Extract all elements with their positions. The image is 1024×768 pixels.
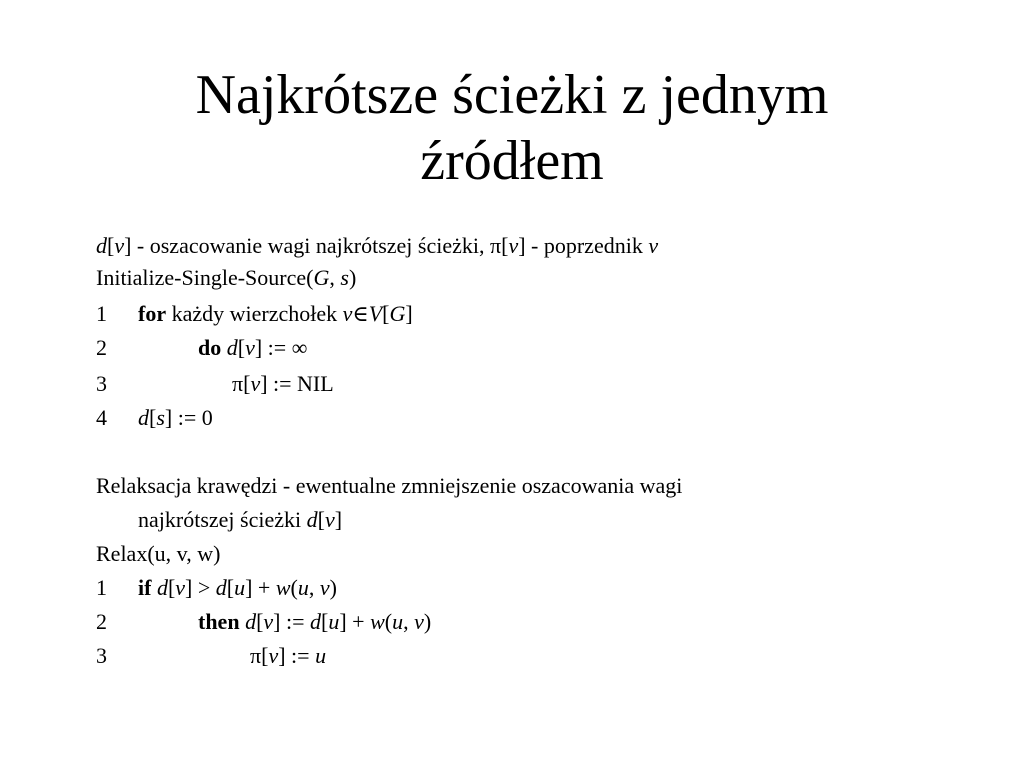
var-v: v: [250, 371, 261, 396]
pi-symbol: π: [232, 371, 244, 396]
description-text: najkrótszej ścieżki: [138, 507, 307, 532]
bracket: ]: [124, 233, 132, 258]
line-number: 3: [96, 643, 107, 668]
keyword-do: do: [198, 335, 222, 360]
bracket: [: [149, 405, 157, 430]
var-v: v: [324, 507, 335, 532]
var-d: d: [96, 233, 107, 258]
line-number: 3: [96, 371, 107, 396]
code: [138, 300, 413, 328]
var-u: u: [315, 643, 327, 668]
bracket: [: [237, 335, 246, 360]
comma: ,: [403, 609, 415, 634]
bracket: [: [321, 609, 329, 634]
keyword-then: then: [198, 609, 240, 634]
var-d: d: [138, 405, 149, 430]
line-number: 2: [96, 335, 107, 360]
keyword-for: for: [138, 301, 167, 326]
bracket: [: [382, 301, 390, 326]
paren: (: [384, 609, 393, 634]
var-d: d: [215, 575, 227, 600]
code-text: ] +: [339, 609, 371, 634]
var-G: G: [389, 301, 406, 326]
var-w: w: [370, 609, 385, 634]
var-s: s: [340, 265, 349, 290]
var-V: V: [368, 301, 383, 326]
pi-symbol: π: [250, 643, 262, 668]
comma: ,: [308, 575, 320, 600]
pi-symbol: π: [490, 233, 502, 258]
bracket: [: [107, 233, 115, 258]
paren: ): [348, 265, 357, 290]
bracket: ]: [405, 301, 413, 326]
var-d: d: [226, 335, 238, 360]
slide-title-line-1: Najkrótsze ścieżki z jednym: [195, 64, 829, 126]
code: [198, 334, 307, 362]
var-w: w: [275, 575, 291, 600]
bracket: [: [261, 643, 269, 668]
code-text: ] := NIL: [260, 371, 334, 396]
var-v: v: [648, 233, 659, 258]
var-v: v: [342, 301, 353, 326]
code: [138, 404, 213, 432]
bracket: [: [226, 575, 235, 600]
code: [138, 574, 337, 602]
var-d: d: [245, 609, 257, 634]
paren: ): [423, 609, 432, 634]
code-text: każdy wierzchołek: [166, 301, 343, 326]
relax-header: Relax(u, v, w): [96, 541, 221, 566]
var-s: s: [156, 405, 165, 430]
var-u: u: [297, 575, 309, 600]
var-u: u: [328, 609, 340, 634]
var-v: v: [508, 233, 519, 258]
line-number: 1: [96, 301, 107, 326]
line-number: 1: [96, 575, 107, 600]
var-u: u: [392, 609, 404, 634]
keyword-if: if: [138, 575, 152, 600]
var-v: v: [268, 643, 279, 668]
procedure-name: Initialize-Single-Source(: [96, 265, 314, 290]
var-v: v: [175, 575, 186, 600]
line-number: 2: [96, 609, 107, 634]
element-of-symbol: ∈: [352, 301, 369, 326]
slide-title-line-2: źródłem: [420, 130, 604, 192]
bracket: [: [256, 609, 264, 634]
intro-text-2: - poprzednik: [525, 233, 649, 258]
code: [232, 370, 334, 398]
code-text: ] :=: [273, 609, 311, 634]
var-u: u: [234, 575, 246, 600]
var-v: v: [414, 609, 424, 634]
var-v: v: [319, 575, 330, 600]
paren: ): [329, 575, 337, 600]
slide-title: [0, 62, 1024, 194]
init-header: [96, 264, 356, 292]
var-d: d: [310, 609, 322, 634]
bracket: [: [167, 575, 176, 600]
relax-description-line-1: Relaksacja krawędzi - ewentualne zmniejszenie oszacowania wagi: [96, 473, 683, 498]
code-text: ] :=: [278, 643, 316, 668]
bracket: [: [317, 507, 325, 532]
var-v: v: [245, 335, 255, 360]
bracket: ]: [518, 233, 526, 258]
code: [198, 608, 431, 636]
var-G: G: [313, 265, 330, 290]
intro-line: [96, 232, 658, 260]
bracket: [: [243, 371, 251, 396]
comma: ,: [329, 265, 341, 290]
var-d: d: [156, 575, 168, 600]
var-d: d: [306, 507, 318, 532]
code-text: ] +: [245, 575, 276, 600]
paren: (: [290, 575, 298, 600]
code-text: ] := ∞: [254, 335, 308, 360]
intro-text-1: - oszacowanie wagi najkrótszej ścieżki,: [131, 233, 490, 258]
bracket: [: [501, 233, 509, 258]
line-number: 4: [96, 405, 107, 430]
code-text: ] := 0: [164, 405, 213, 430]
code-text: ] >: [185, 575, 216, 600]
code: [250, 642, 326, 670]
bracket: ]: [334, 507, 343, 532]
var-v: v: [114, 233, 125, 258]
relax-description-line-2: [138, 506, 342, 534]
var-v: v: [263, 609, 274, 634]
